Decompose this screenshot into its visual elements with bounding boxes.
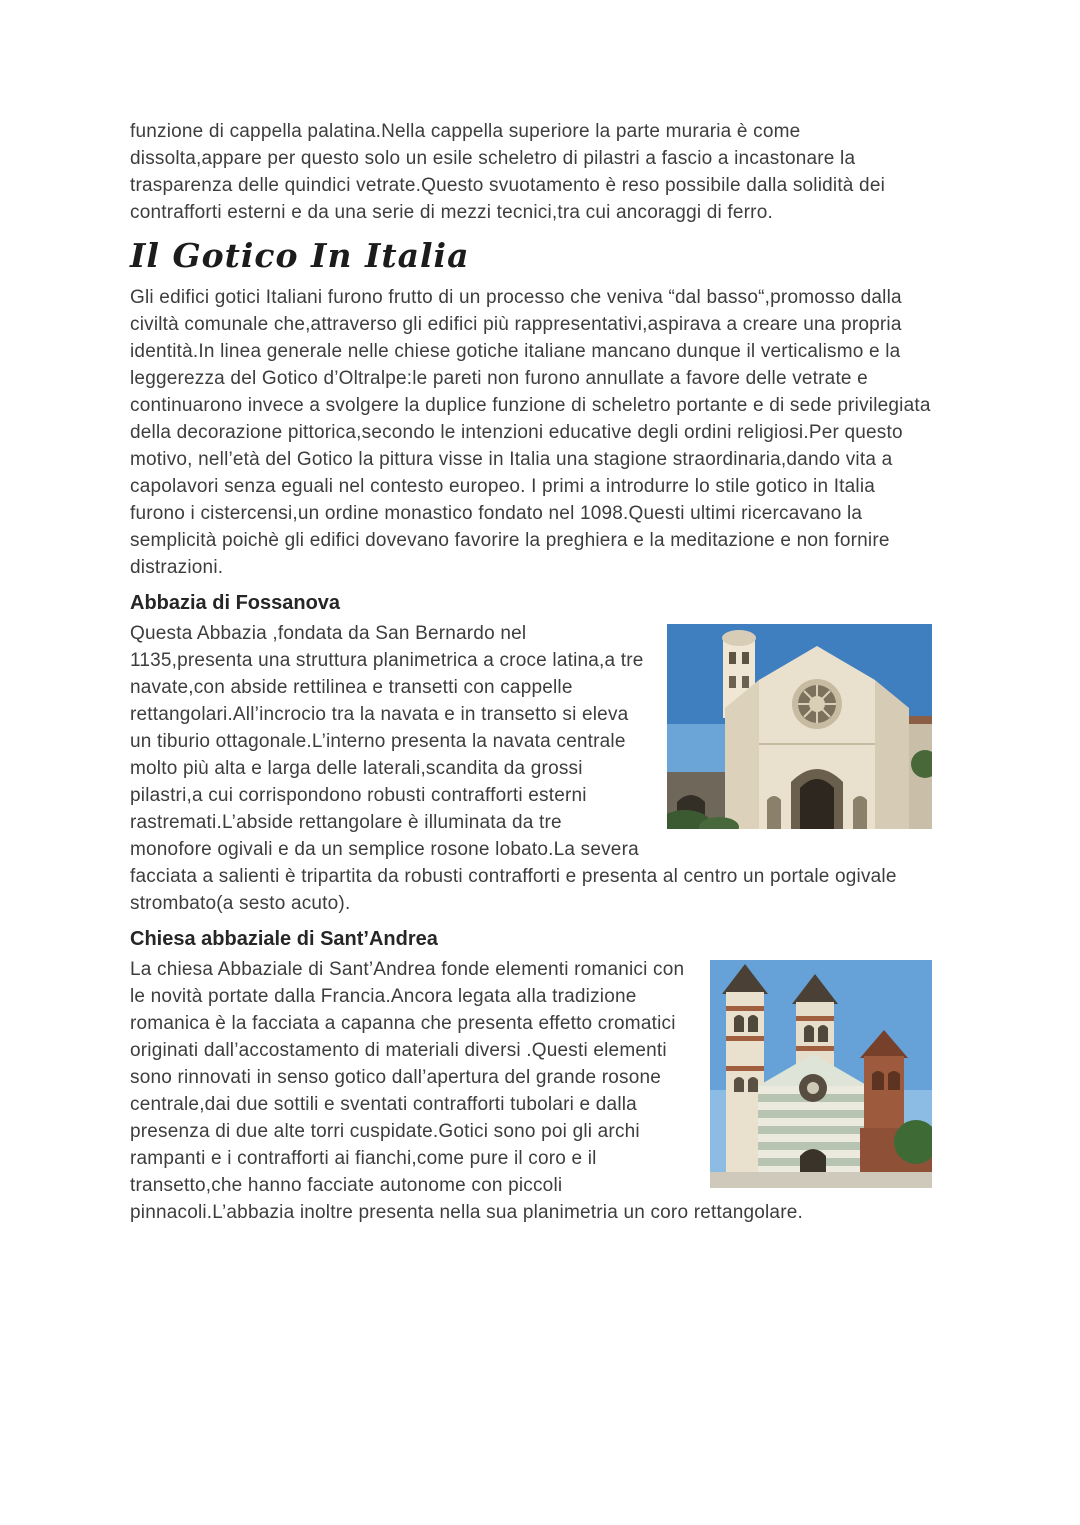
- intro-paragraph-text: funzione di cappella palatina.Nella cappella superiore la parte muraria è come dissolta,appare per questo solo un esile scheletro di pilastri a fascio a incastonare la trasparenza delle quindici vetrate.Questo svuotamento è reso possibile dalla solidità dei contrafforti esterni e da una serie di mezzi tecnici,tra cui ancoraggi di ferro.: [130, 121, 886, 223]
- subheading-fossanova: Abbazia di Fossanova: [130, 592, 341, 614]
- sant-andrea-church-illustration: [710, 960, 932, 1188]
- page-title: Il Gotico In Italia: [130, 236, 470, 275]
- fossanova-abbey-illustration: [667, 624, 932, 829]
- section-fossanova: [130, 620, 932, 917]
- sant-andrea-church-photo: [710, 960, 932, 1188]
- main-paragraph-text: Gli edifici gotici Italiani furono frutto di un processo che veniva “dal basso“,promosso dalla civiltà comunale che,attraverso gli edifici più rappresentativi,aspirava a creare una propria identità.In linea generale nelle chiese gotiche italiane mancano dunque il verticalismo e la leggerezza del Gotico d’Oltralpe:le pareti non furono annullate a favore delle vetrate e continuarono invece a svolgere la duplice funzione di scheletro portante e di sede privilegiata della decorazione pittorica,secondo le intenzioni educative degli ordini religiosi.Per questo motivo, nell’età del Gotico la pittura visse in Italia una stagione straordinaria,dando vita a capolavori senza eguali nel contesto europeo. I primi a introdurre lo stile gotico in Italia furono i cistercensi,un ordine monastico fondato nel 1098.Questi ultimi ricercavano la semplicità poichè gli edifici dovevano favorire la preghiera e la meditazione e non fornire distrazioni.: [130, 287, 931, 578]
- subheading-sant-andrea: Chiesa abbaziale di Sant’Andrea: [130, 928, 438, 950]
- sant-andrea-paragraph-text: La chiesa Abbaziale di Sant’Andrea fonde elementi romanici con le novità portate dalla Francia.Ancora legata alla tradizione romanica è la facciata a capanna che presenta effetto cromatici originati dall’accostamento di materiali diversi .Questi elementi sono rinnovati in senso gotico dall’apertura del grande rosone centrale,dai due sottili e sventati contrafforti tubolari e dalla presenza di due alte torri cuspidate.Gotici sono poi gli archi rampanti e i contrafforti ai fianchi,come pure il coro e il transetto,che hanno facciate autonome con piccoli pinnacoli.L’abbazia inoltre presenta nella sua planimetria un coro rettangolare.: [130, 959, 803, 1223]
- fossanova-paragraph-text: Questa Abbazia ,fondata da San Bernardo nel 1135,presenta una struttura planimetrica a croce latina,a tre navate,con abside rettilinea e transetti con cappelle rettangolari.All’incrocio tra la navata e in transetto si eleva un tiburio ottagonale.L’interno presenta la navata centrale molto più alta e larga delle laterali,scandita da grossi pilastri,a cui corrispondono robusti contrafforti esterni rastremati.L’abside rettangolare è illuminata da tre monofore ogivali e da un semplice rosone lobato.La severa facciata a salienti è tripartita da robusti contrafforti e presenta al centro un portale ogivale strombato(a sesto acuto).: [130, 623, 897, 914]
- main-paragraph: [130, 284, 932, 581]
- fossanova-abbey-photo: [667, 624, 932, 829]
- intro-paragraph: [130, 118, 932, 226]
- section-sant-andrea: [130, 956, 932, 1226]
